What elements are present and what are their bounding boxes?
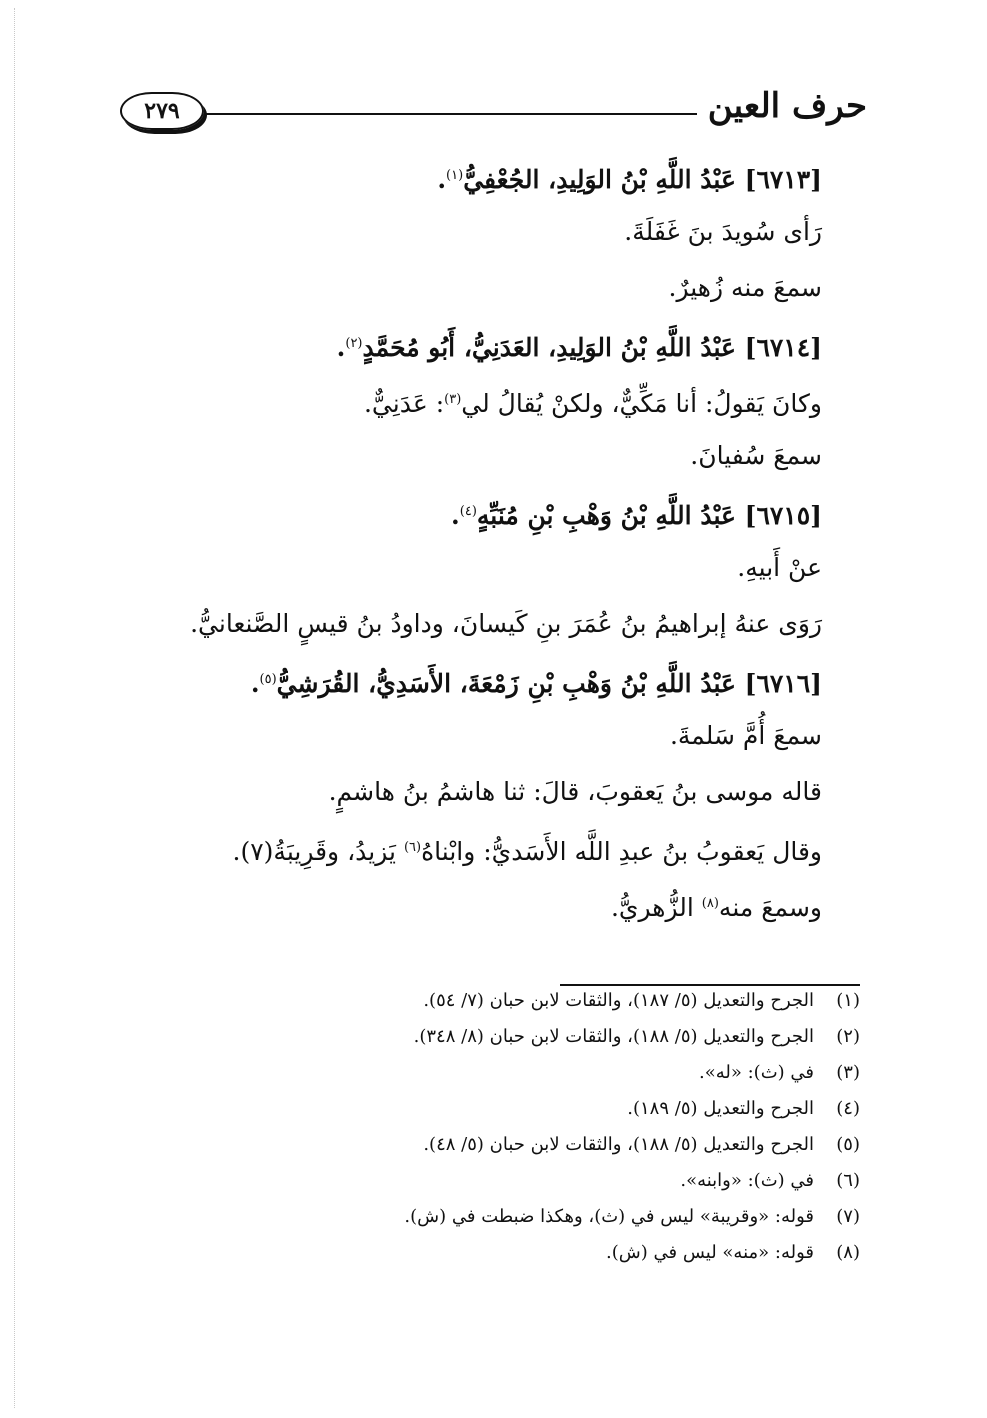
text-line: وقال يَعقوبُ بنُ عبدِ اللَّه الأَسَديُّ: وابْناهُ$^{(٦)}$ يَزيدُ، وقَرِيبَةُ(٧). bbox=[232, 837, 822, 866]
footnote-ref: (١) bbox=[446, 168, 464, 183]
footnote-ref: (٢) bbox=[345, 336, 363, 351]
entry-heading: [٦٧١٤] عَبْدُ اللَّهِ بْنُ الوَلِيدِ، العَدَنِيُّ، أَبُو مُحَمَّدٍ$^{(٢)}$. bbox=[336, 333, 822, 362]
page-number: ٢٧٩ bbox=[120, 92, 204, 130]
text-line: سمعَ سُفيانَ. bbox=[690, 441, 822, 470]
footnote: (٥)الجرح والتعديل (٥/ ١٨٨)، والثقات لابن حبان (٥/ ٤٨). bbox=[423, 1134, 860, 1155]
text-line: قاله موسى بنُ يَعقوبَ، قالَ: ثنا هاشمُ بنُ هاشمٍ. bbox=[328, 777, 822, 806]
footnote: (٦)في (ث): «وابنه». bbox=[680, 1170, 860, 1191]
footnotes bbox=[160, 983, 860, 1271]
text-line: سمعَ منه زُهيرٌ. bbox=[668, 273, 822, 302]
text-line: وسمعَ منه$^{(٨)}$ الزُّهريُّ. bbox=[610, 893, 822, 922]
footnote: (١)الجرح والتعديل (٥/ ١٨٧)، والثقات لابن حبان (٧/ ٥٤). bbox=[423, 990, 860, 1011]
footnote-ref: (٣) bbox=[444, 392, 462, 407]
text-line: سمعَ أُمَّ سَلمةَ. bbox=[669, 721, 822, 750]
footnote-ref: (٨) bbox=[701, 896, 719, 911]
text-line: عنْ أَبيهِ. bbox=[737, 553, 822, 582]
main-text bbox=[162, 148, 822, 932]
binding-edge bbox=[14, 8, 16, 1408]
footnote: (٢)الجرح والتعديل (٥/ ١٨٨)، والثقات لابن حبان (٨/ ٣٤٨). bbox=[413, 1026, 860, 1047]
footnote-ref: (٤) bbox=[459, 504, 477, 519]
entry-heading: [٦٧١٦] عَبْدُ اللَّهِ بْنُ وَهْبِ بْنِ زَمْعَةَ، الأَسَدِيُّ، القُرَشِيُّ$^{(٥)}$. bbox=[250, 669, 822, 698]
footnote: (٣)في (ث): «له». bbox=[699, 1062, 860, 1083]
entry-heading: [٦٧١٣] عَبْدُ اللَّهِ بْنُ الوَلِيدِ، الجُعْفِيُّ$^{(١)}$. bbox=[437, 165, 822, 194]
footnote-ref: (٦) bbox=[403, 840, 422, 855]
text-line: رَأى سُويدَ بنَ غَفَلَةَ. bbox=[624, 217, 822, 246]
running-head: حرف العين bbox=[707, 86, 867, 126]
text-line: رَوَى عنهُ إبراهيمُ بنُ عُمَرَ بنِ كَيسانَ، وداودُ بنُ قيسٍ الصَّنعانيُّ. bbox=[190, 609, 822, 638]
footnote: (٧)قوله: «وقريبة» ليس في (ث)، وهكذا ضبطت في (ش). bbox=[404, 1206, 860, 1227]
text-line: وكانَ يَقولُ: أنا مَكِّيٌّ، ولكنْ يُقالُ لي$^{(٣)}$: عَدَنِيٌّ. bbox=[363, 389, 822, 418]
header-rule bbox=[205, 113, 697, 115]
footnote: (٨)قوله: «منه» ليس في (ش). bbox=[606, 1242, 860, 1263]
entry-heading: [٦٧١٥] عَبْدُ اللَّهِ بْنُ وَهْبِ بْنِ مُنَبِّهٍ$^{(٤)}$. bbox=[451, 501, 822, 530]
footnote-ref: (٥) bbox=[259, 672, 277, 687]
footnote: (٤)الجرح والتعديل (٥/ ١٨٩). bbox=[627, 1098, 860, 1119]
